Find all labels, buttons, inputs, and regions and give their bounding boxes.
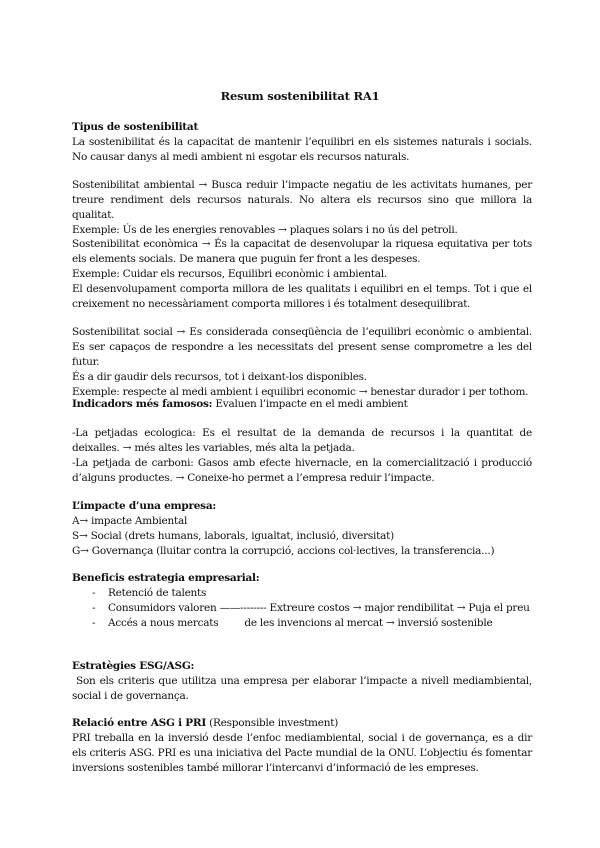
beneficis-item-text: Consumidors valoren ——-------- Extreure costos → major rendibilitat → Puja el preu [108,602,530,614]
economica-note: El desenvolupament comporta millora de les qualitats i equilibri en el temps. Tot i que el creixement no necessàriament comporta millores i és totalment desequilibrat. [72,283,532,310]
document-title: Resum sostenibilitat RA1 [220,89,380,103]
list-item: - Retenció de talents [92,587,207,599]
beneficis-item-text: Retenció de talents [108,587,207,599]
section-pri [72,716,532,776]
heading-beneficis: Beneficis estrategia empresarial: [72,572,260,584]
ambiental-text: Sostenibilitat ambiental → Busca reduir l’impacte negatiu de les activitats humanes, per treure rendiment dels recursos naturals. No altera els recursos sino que millora la qualitat. [72,179,532,221]
indicadors-list [72,426,532,486]
beneficis-item-text: Accés a nous mercats [108,617,219,629]
ambiental-example: Exemple: Ús de les energies renovables → plaques solars i no ús del petroli. [72,224,458,236]
social-note: És a dir gaudir dels recursos, tot i deixant-los disponibles. [72,371,367,383]
indicador-item: -La petjada de carboni: Gasos amb efecte hivernacle, en la comercialització i producció d’alguns productes. → Coneixe-ho permet a l’empresa reduir l’impacte. [72,457,532,484]
section-indicadors [72,397,532,412]
section-tipus [72,120,532,165]
indicadors-subtitle: Evaluen l’impacte en el medi ambient [212,398,408,410]
section-ambiental [72,178,532,238]
heading-impacte: L’impacte d’una empresa: [72,500,217,512]
pri-subtitle: (Responsible investment) [206,717,339,729]
impacte-item-g: G→ Governança (lluitar contra la corrupció, accions col·lectives, la transferencia...) [72,545,495,557]
section-beneficis [72,571,532,631]
impacte-item-s: S→ Social (drets humans, laborals, igualtat, inclusió, diversitat) [72,530,394,542]
list-item: - Accés a nous mercats de les invencions al mercat → inversió sostenible [92,617,493,629]
heading-pri: Relació entre ASG i PRI [72,717,207,729]
heading-tipus: Tipus de sostenibilitat [72,121,199,133]
economica-text: Sostenibilitat econòmica → És la capacitat de desenvolupar la riquesa equitativa per tots els elements socials. De manera que puguin fer front a les despeses. [72,238,532,265]
beneficis-item-continuation: de les invencions al mercat → inversió sostenible [244,617,493,629]
social-example: Exemple: respecte al medi ambient i equilibri economic → benestar durador i per tothom. [72,386,529,398]
indicador-item: -La petjadas ecologica: Es el resultat de la demanda de recursos i la quantitat de deixalles. → més altes les variables, més alta la petjada. [72,427,532,454]
pri-text: PRI treballa en la inversió desde l’enfoc mediambiental, social i de governança, es a dir els criteris ASG. PRI es una iniciativa del Pacte mundial de la ONU. L’objectiu és fomentar inversions sostenibles també millorar l’intercanvi d’informació de les empreses. [72,732,532,774]
impacte-item-a: A→ impacte Ambiental [72,515,188,527]
section-impacte [72,499,532,559]
esg-text: Son els criteris que utilitza una empresa per elaborar l’impacte a nivell mediambiental, social i de governança. [72,675,532,702]
section-economica [72,237,532,312]
tipus-intro: La sostenibilitat és la capacitat de mantenir l’equilibri en els sistemes naturals i socials. No causar danys al medi ambient ni esgotar els recursos naturals. [72,136,532,163]
list-item: - Consumidors valoren ——-------- Extreure costos → major rendibilitat → Puja el preu [92,602,530,614]
heading-esg: Estratègies ESG/ASG: [72,660,195,672]
section-esg [72,659,532,704]
economica-example: Exemple: Cuidar els recursos, Equilibri econòmic i ambiental. [72,268,387,280]
section-social [72,325,532,400]
beneficis-list [72,586,532,631]
heading-indicadors: Indicadors més famosos: [72,398,213,410]
social-text: Sostenibilitat social → Es considerada conseqüència de l’equilibri econòmic o ambiental. Es ser capaços de respondre a les necessitats del present sense comprometre a les del futur. [72,326,532,368]
